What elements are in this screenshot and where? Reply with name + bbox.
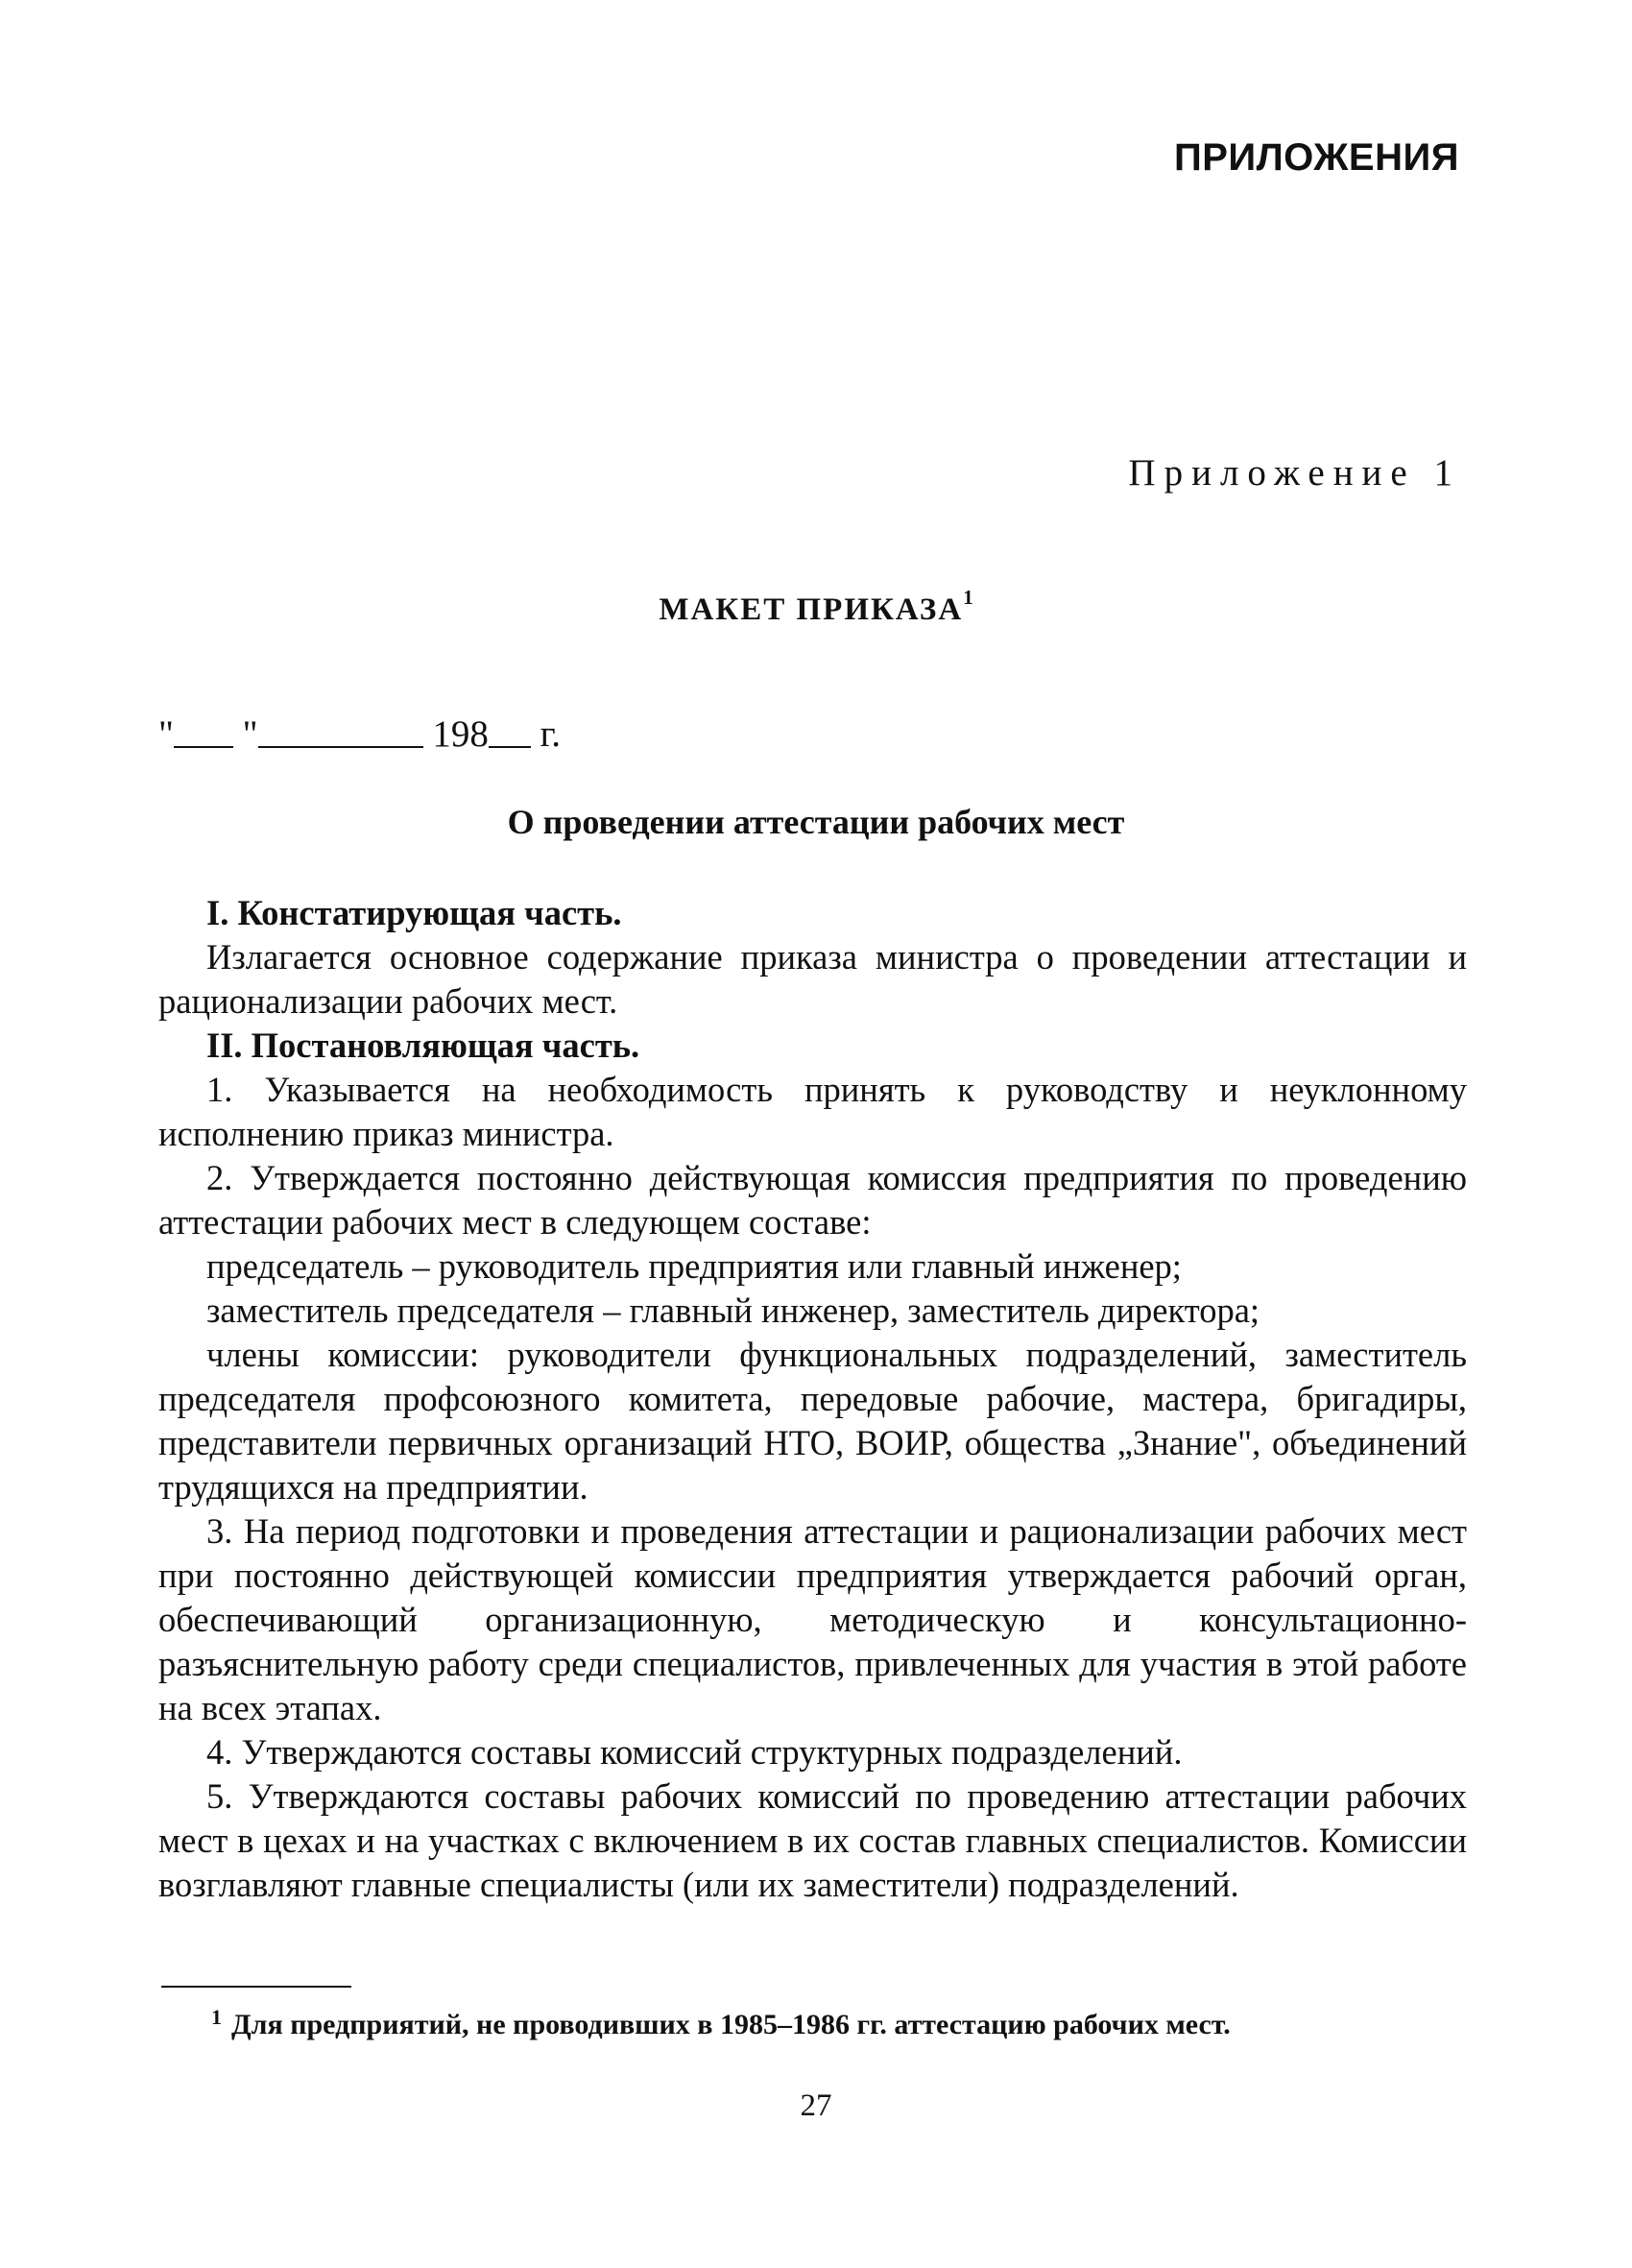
paragraph: председатель – руководитель предприятия или главный инженер; xyxy=(206,1246,1182,1286)
appendix-label: Приложение 1 xyxy=(1128,452,1461,494)
footnote-mark: 1 xyxy=(211,2005,222,2029)
date-quote-close: " xyxy=(242,713,258,755)
paragraph: 4. Утверждаются составы комиссий структурных подразделений. xyxy=(206,1732,1183,1772)
footnote-text: Для предприятий, не проводивших в 1985–1986 гг. аттестацию рабочих мест. xyxy=(231,2009,1231,2040)
page-number: 27 xyxy=(800,2088,832,2123)
title-footnote-mark: 1 xyxy=(963,586,973,609)
paragraph: 5. Утверждаются составы рабочих комиссий по проведению аттестации рабочих мест в цехах и на участках с включением в их состав главных специалистов. Комиссии возглавляют главные специалисты (или их заместители) подразделений. xyxy=(158,1776,1467,1904)
section-heading: ПРИЛОЖЕНИЯ xyxy=(1173,136,1459,179)
order-subject: О проведении аттестации рабочих мест xyxy=(507,803,1125,841)
date-quote-open: " xyxy=(158,713,174,755)
section-heading-resolution: II. Постановляющая часть. xyxy=(206,1025,640,1065)
day-blank xyxy=(174,717,233,748)
paragraph: 1. Указывается на необходимость принять к руководству и неуклонному исполнению приказ министра. xyxy=(158,1070,1467,1153)
document-title-text: МАКЕТ ПРИКАЗА xyxy=(659,592,964,627)
year-blank xyxy=(489,717,531,748)
paragraph: Излагается основное содержание приказа министра о проведении аттестации и рационализации рабочих мест. xyxy=(158,937,1467,1021)
order-body xyxy=(158,891,1467,1907)
month-blank xyxy=(258,717,423,748)
paragraph: 2. Утверждается постоянно действующая комиссия предприятия по проведению аттестации рабочих мест в следующем составе: xyxy=(158,1158,1467,1242)
paragraph: 3. На период подготовки и проведения аттестации и рационализации рабочих мест при постоянно действующей комиссии предприятия утверждается рабочий орган, обеспечивающий организационную, методическую и консультационно-разъяснительную работу среди специалистов, привлеченных для участия в этой работе на всех этапах. xyxy=(158,1511,1467,1727)
footnote xyxy=(211,2005,1231,2041)
document-title xyxy=(0,586,1632,628)
year-suffix: г. xyxy=(540,713,561,755)
year-prefix: 198 xyxy=(432,713,489,755)
date-line xyxy=(158,712,561,756)
section-heading-statement: I. Констатирующая часть. xyxy=(206,893,622,932)
paragraph: члены комиссии: руководители функциональных подразделений, заместитель председателя профсоюзного комитета, передовые рабочие, мастера, бригадиры, представители первичных организаций НТО, ВОИР, общества „Знание", объединений трудящихся на предприятии. xyxy=(158,1335,1467,1507)
paragraph: заместитель председателя – главный инженер, заместитель директора; xyxy=(206,1291,1260,1330)
footnote-divider xyxy=(161,1986,351,1988)
